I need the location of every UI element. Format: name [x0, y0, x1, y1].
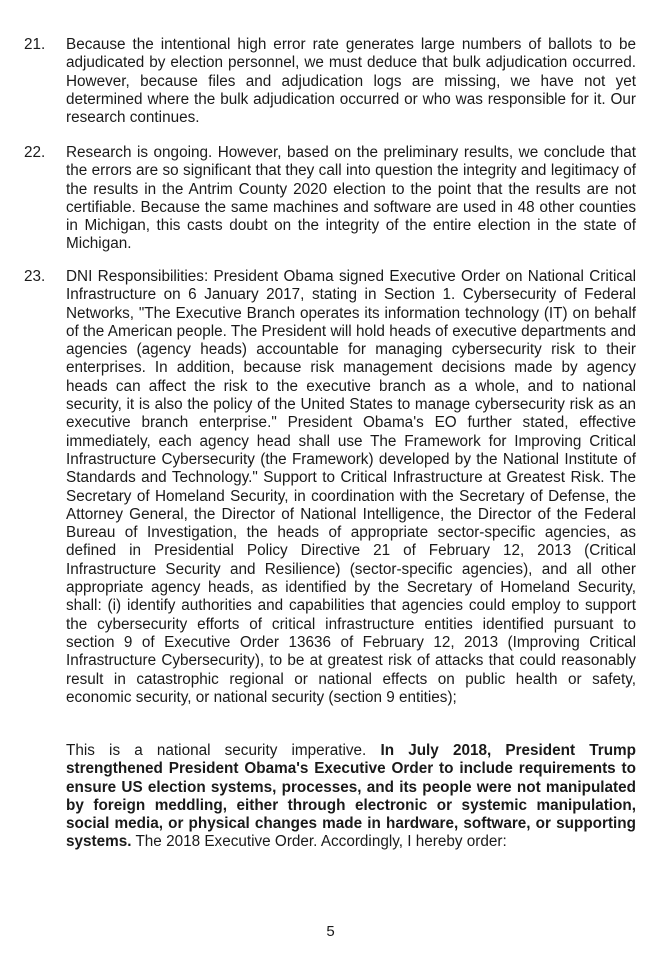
paragraph-22: [24, 144, 636, 254]
paragraph-23-continuation: [24, 742, 636, 852]
continuation-tail: The 2018 Executive Order. Accordingly, I hereby order:: [131, 833, 507, 851]
paragraph-23: [24, 268, 636, 707]
continuation-lead: This is a national security imperative.: [66, 742, 381, 759]
page-number: 5: [326, 923, 335, 940]
paragraph-text: Research is ongoing. However, based on the preliminary results, we conclude that the errors are so significant that they call into question the integrity and legitimacy of the results in the Antrim County 2020 election to the point that the results are not certifiable. Because the same machines and software are used in 48 other counties in Michigan, this casts doubt on the integrity of the entire election in the state of Michigan.: [66, 144, 636, 253]
paragraph-number: 23.: [24, 268, 46, 285]
continuation-text: [66, 742, 636, 852]
paragraph-21: [24, 36, 636, 127]
continuation-bold-statement: In July 2018, President Trump strengthened President Obama's Executive Order to include requirements to ensure US election systems, processes, and its people were not manipulated by foreign meddling, either through electronic or systemic manipulation, social media, or physical changes made in hardware, software, or supporting systems.: [66, 742, 636, 851]
paragraph-text: DNI Responsibilities: President Obama signed Executive Order on National Critical Infrastructure on 6 January 2017, stating in Section 1. Cybersecurity of Federal Networks, "The Executive Branch operates its information technology (IT) on behalf of the American people. The President will hold heads of executive departments and agencies (agency heads) accountable for managing cybersecurity risk to their enterprises. In addition, because risk management decisions made by agency heads can affect the risk to the executive branch as a whole, and to national security, it is also the policy of the United States to manage cybersecurity risk as an executive branch enterprise." President Obama's EO further stated, effective immediately, each agency head shall use The Framework for Improving Critical Infrastructure Cybersecurity (the Framework) developed by the National Institute of Standards and Technology." Support to Critical Infrastructure at Greatest Risk. The Secretary of Homeland Security, in coordination with the Secretary of Defense, the Attorney General, the Director of National Intelligence, the Director of the Federal Bureau of Investigation, the heads of appropriate sector-specific agencies, as defined in Presidential Policy Directive 21 of February 12, 2013 (Critical Infrastructure Security and Resilience) (sector-specific agencies), and all other appropriate agency heads, as identified by the Secretary of Homeland Security, shall: (i) identify authorities and capabilities that agencies could employ to support the cybersecurity efforts of critical infrastructure entities identified pursuant to section 9 of Executive Order 13636 of February 12, 2013 (Improving Critical Infrastructure Cybersecurity), to be at greatest risk of attacks that could reasonably result in catastrophic regional or national effects on public health or safety, economic security, or national security (section 9 entities);: [66, 268, 636, 706]
paragraph-number: 22.: [24, 144, 46, 161]
paragraph-text: Because the intentional high error rate generates large numbers of ballots to be adjudicated by election personnel, we must deduce that bulk adjudication occurred. However, because files and adjudication logs are missing, we have not yet determined where the bulk adjudication occurred or who was responsible for it. Our research continues.: [66, 36, 636, 127]
paragraph-number: 21.: [24, 36, 46, 53]
